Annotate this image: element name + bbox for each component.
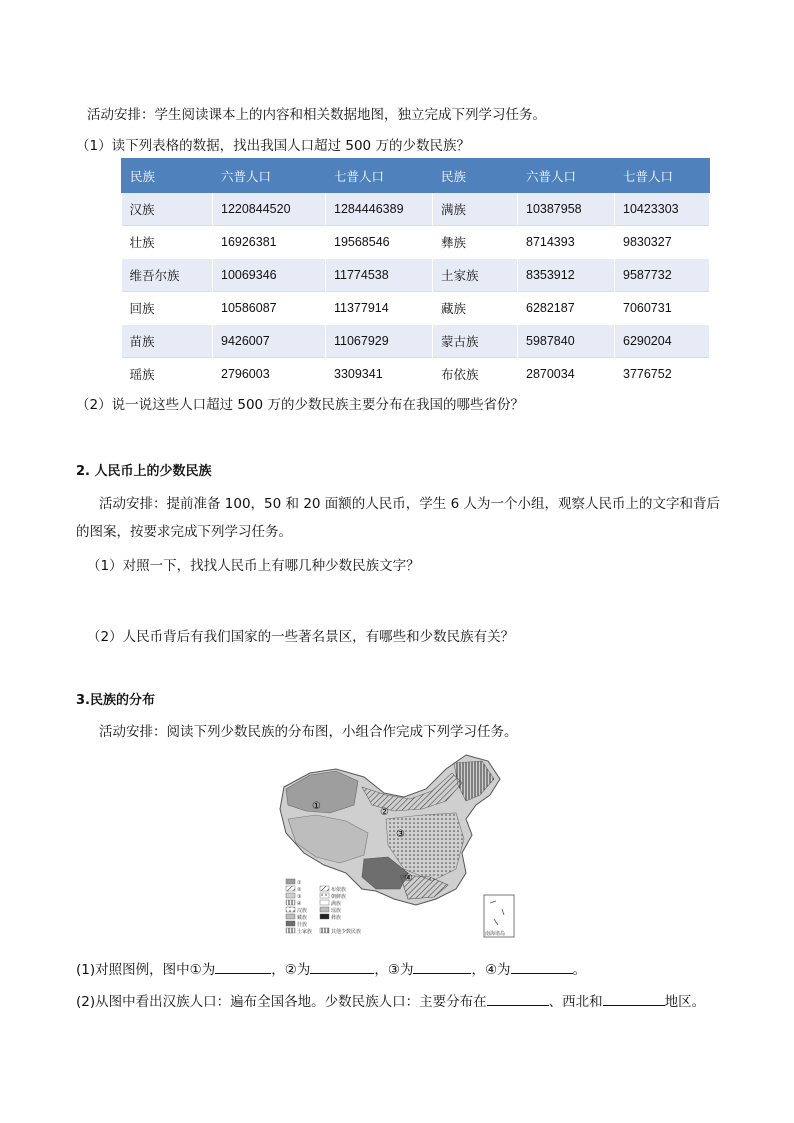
cell-ethnic: 布依族 xyxy=(433,358,518,391)
cell-census7: 11774538 xyxy=(326,259,433,292)
activity-instruction-1: 活动安排：学生阅读课本上的内容和相关数据地图，独立完成下列学习任务。 xyxy=(87,107,546,123)
inset-label: 南海诸岛 xyxy=(485,931,506,937)
q31-s4: ，④为 xyxy=(471,962,511,978)
section-2-activity-line2: 的图案，按要求完成下列学习任务。 xyxy=(76,524,292,540)
legend-right-5: 彝族 xyxy=(331,915,342,921)
cell-census7: 3776752 xyxy=(615,358,710,391)
cell-census6: 9426007 xyxy=(213,325,326,358)
cell-ethnic: 土家族 xyxy=(433,259,518,292)
table-row xyxy=(122,259,710,292)
legend-left-5: 汉族 xyxy=(297,908,308,914)
section-3-activity: 活动安排：阅读下列少数民族的分布图，小组合作完成下列学习任务。 xyxy=(99,724,518,740)
cell-census6: 16926381 xyxy=(213,226,326,259)
q32-end: 地区。 xyxy=(664,994,706,1010)
blank-2[interactable] xyxy=(310,961,374,974)
cell-census7: 10423303 xyxy=(615,193,710,226)
table-row xyxy=(122,325,710,358)
blank-4[interactable] xyxy=(511,961,573,974)
legend-right-3: 满族 xyxy=(331,901,342,907)
cell-ethnic: 回族 xyxy=(122,292,213,325)
legend-left-7: 壮族 xyxy=(297,922,308,928)
legend-right-1: 布依族 xyxy=(331,887,347,893)
cell-census6: 2870034 xyxy=(518,358,615,391)
blank-5[interactable] xyxy=(487,993,549,1006)
blank-1[interactable] xyxy=(215,961,271,974)
table-row xyxy=(122,226,710,259)
cell-ethnic: 满族 xyxy=(433,193,518,226)
legend-right-6: 其他少数民族 xyxy=(331,929,362,935)
cell-ethnic: 苗族 xyxy=(122,325,213,358)
table-header-row xyxy=(122,159,710,193)
q32-prefix: (2)从图中看出汉族人口：遍布全国各地。少数民族人口：主要分布在 xyxy=(76,994,487,1010)
cell-census6: 10069346 xyxy=(213,259,326,292)
cell-census6: 1220844520 xyxy=(213,193,326,226)
cell-census7: 7060731 xyxy=(615,292,710,325)
question-3-1 xyxy=(76,958,586,978)
question-1-1: （1）读下列表格的数据，找出我国人口超过 500 万的少数民族？ xyxy=(76,138,470,154)
q31-s3: ，③为 xyxy=(374,962,414,978)
question-2-2: （2）人民币背后有我们国家的一些著名景区，有哪些和少数民族有关？ xyxy=(87,629,515,645)
legend-left-1: ① xyxy=(297,880,302,886)
population-table xyxy=(121,158,710,390)
cell-census7: 11067929 xyxy=(326,325,433,358)
cell-ethnic: 维吾尔族 xyxy=(122,259,213,292)
map-marker-2: ② xyxy=(380,807,389,818)
cell-ethnic: 壮族 xyxy=(122,226,213,259)
cell-census6: 8353912 xyxy=(518,259,615,292)
cell-census6: 2796003 xyxy=(213,358,326,391)
q31-s2: ，②为 xyxy=(271,962,311,978)
section-3-title: 3.民族的分布 xyxy=(76,693,155,708)
cell-ethnic: 汉族 xyxy=(122,193,213,226)
cell-census6: 8714393 xyxy=(518,226,615,259)
map-marker-1: ① xyxy=(312,801,321,812)
q32-mid: 、西北和 xyxy=(548,994,603,1010)
blank-3[interactable] xyxy=(413,961,471,974)
cell-census7: 1284446389 xyxy=(326,193,433,226)
section-2-title: 2. 人民币上的少数民族 xyxy=(76,464,212,479)
cell-census6: 6282187 xyxy=(518,292,615,325)
map-marker-4: ④ xyxy=(404,873,413,884)
q31-end: 。 xyxy=(572,962,587,978)
header-cell: 六普人口 xyxy=(213,159,326,193)
question-1-2: （2）说一说这些人口超过 500 万的少数民族主要分布在我国的哪些省份？ xyxy=(76,397,524,413)
blank-6[interactable] xyxy=(603,993,665,1006)
cell-census7: 19568546 xyxy=(326,226,433,259)
map-svg xyxy=(276,749,522,947)
header-cell: 民族 xyxy=(122,159,213,193)
cell-census7: 6290204 xyxy=(615,325,710,358)
map-marker-3: ③ xyxy=(396,829,405,840)
cell-ethnic: 蒙古族 xyxy=(433,325,518,358)
cell-census6: 10387958 xyxy=(518,193,615,226)
cell-census6: 10586087 xyxy=(213,292,326,325)
table-row xyxy=(122,292,710,325)
header-cell: 七普人口 xyxy=(615,159,710,193)
table-row xyxy=(122,193,710,226)
q31-prefix: (1)对照图例，图中①为 xyxy=(76,962,216,978)
cell-census7: 11377914 xyxy=(326,292,433,325)
section-2-activity-line1: 活动安排：提前准备 100，50 和 20 面额的人民币，学生 6 人为一个小组，观察人民币上的文字和背后 xyxy=(99,496,720,512)
table-row xyxy=(122,358,710,391)
legend-left-2: ② xyxy=(297,887,302,893)
cell-ethnic: 彝族 xyxy=(433,226,518,259)
legend-right-4: 瑶族 xyxy=(331,908,342,914)
cell-ethnic: 藏族 xyxy=(433,292,518,325)
legend-right-2: 朝鲜族 xyxy=(331,894,347,900)
header-cell: 六普人口 xyxy=(518,159,615,193)
legend-left-8: 土家族 xyxy=(297,929,313,935)
header-cell: 民族 xyxy=(433,159,518,193)
legend-left-4: ④ xyxy=(297,901,302,907)
cell-census7: 3309341 xyxy=(326,358,433,391)
question-2-1: （1）对照一下，找找人民币上有哪几种少数民族文字？ xyxy=(87,558,420,574)
header-cell: 七普人口 xyxy=(326,159,433,193)
question-3-2 xyxy=(76,990,705,1010)
legend-left-6: 藏族 xyxy=(297,915,308,921)
cell-census7: 9587732 xyxy=(615,259,710,292)
legend-left-3: ③ xyxy=(297,894,302,900)
cell-census7: 9830327 xyxy=(615,226,710,259)
cell-census6: 5987840 xyxy=(518,325,615,358)
ethnic-distribution-map xyxy=(276,749,522,947)
cell-ethnic: 瑶族 xyxy=(122,358,213,391)
